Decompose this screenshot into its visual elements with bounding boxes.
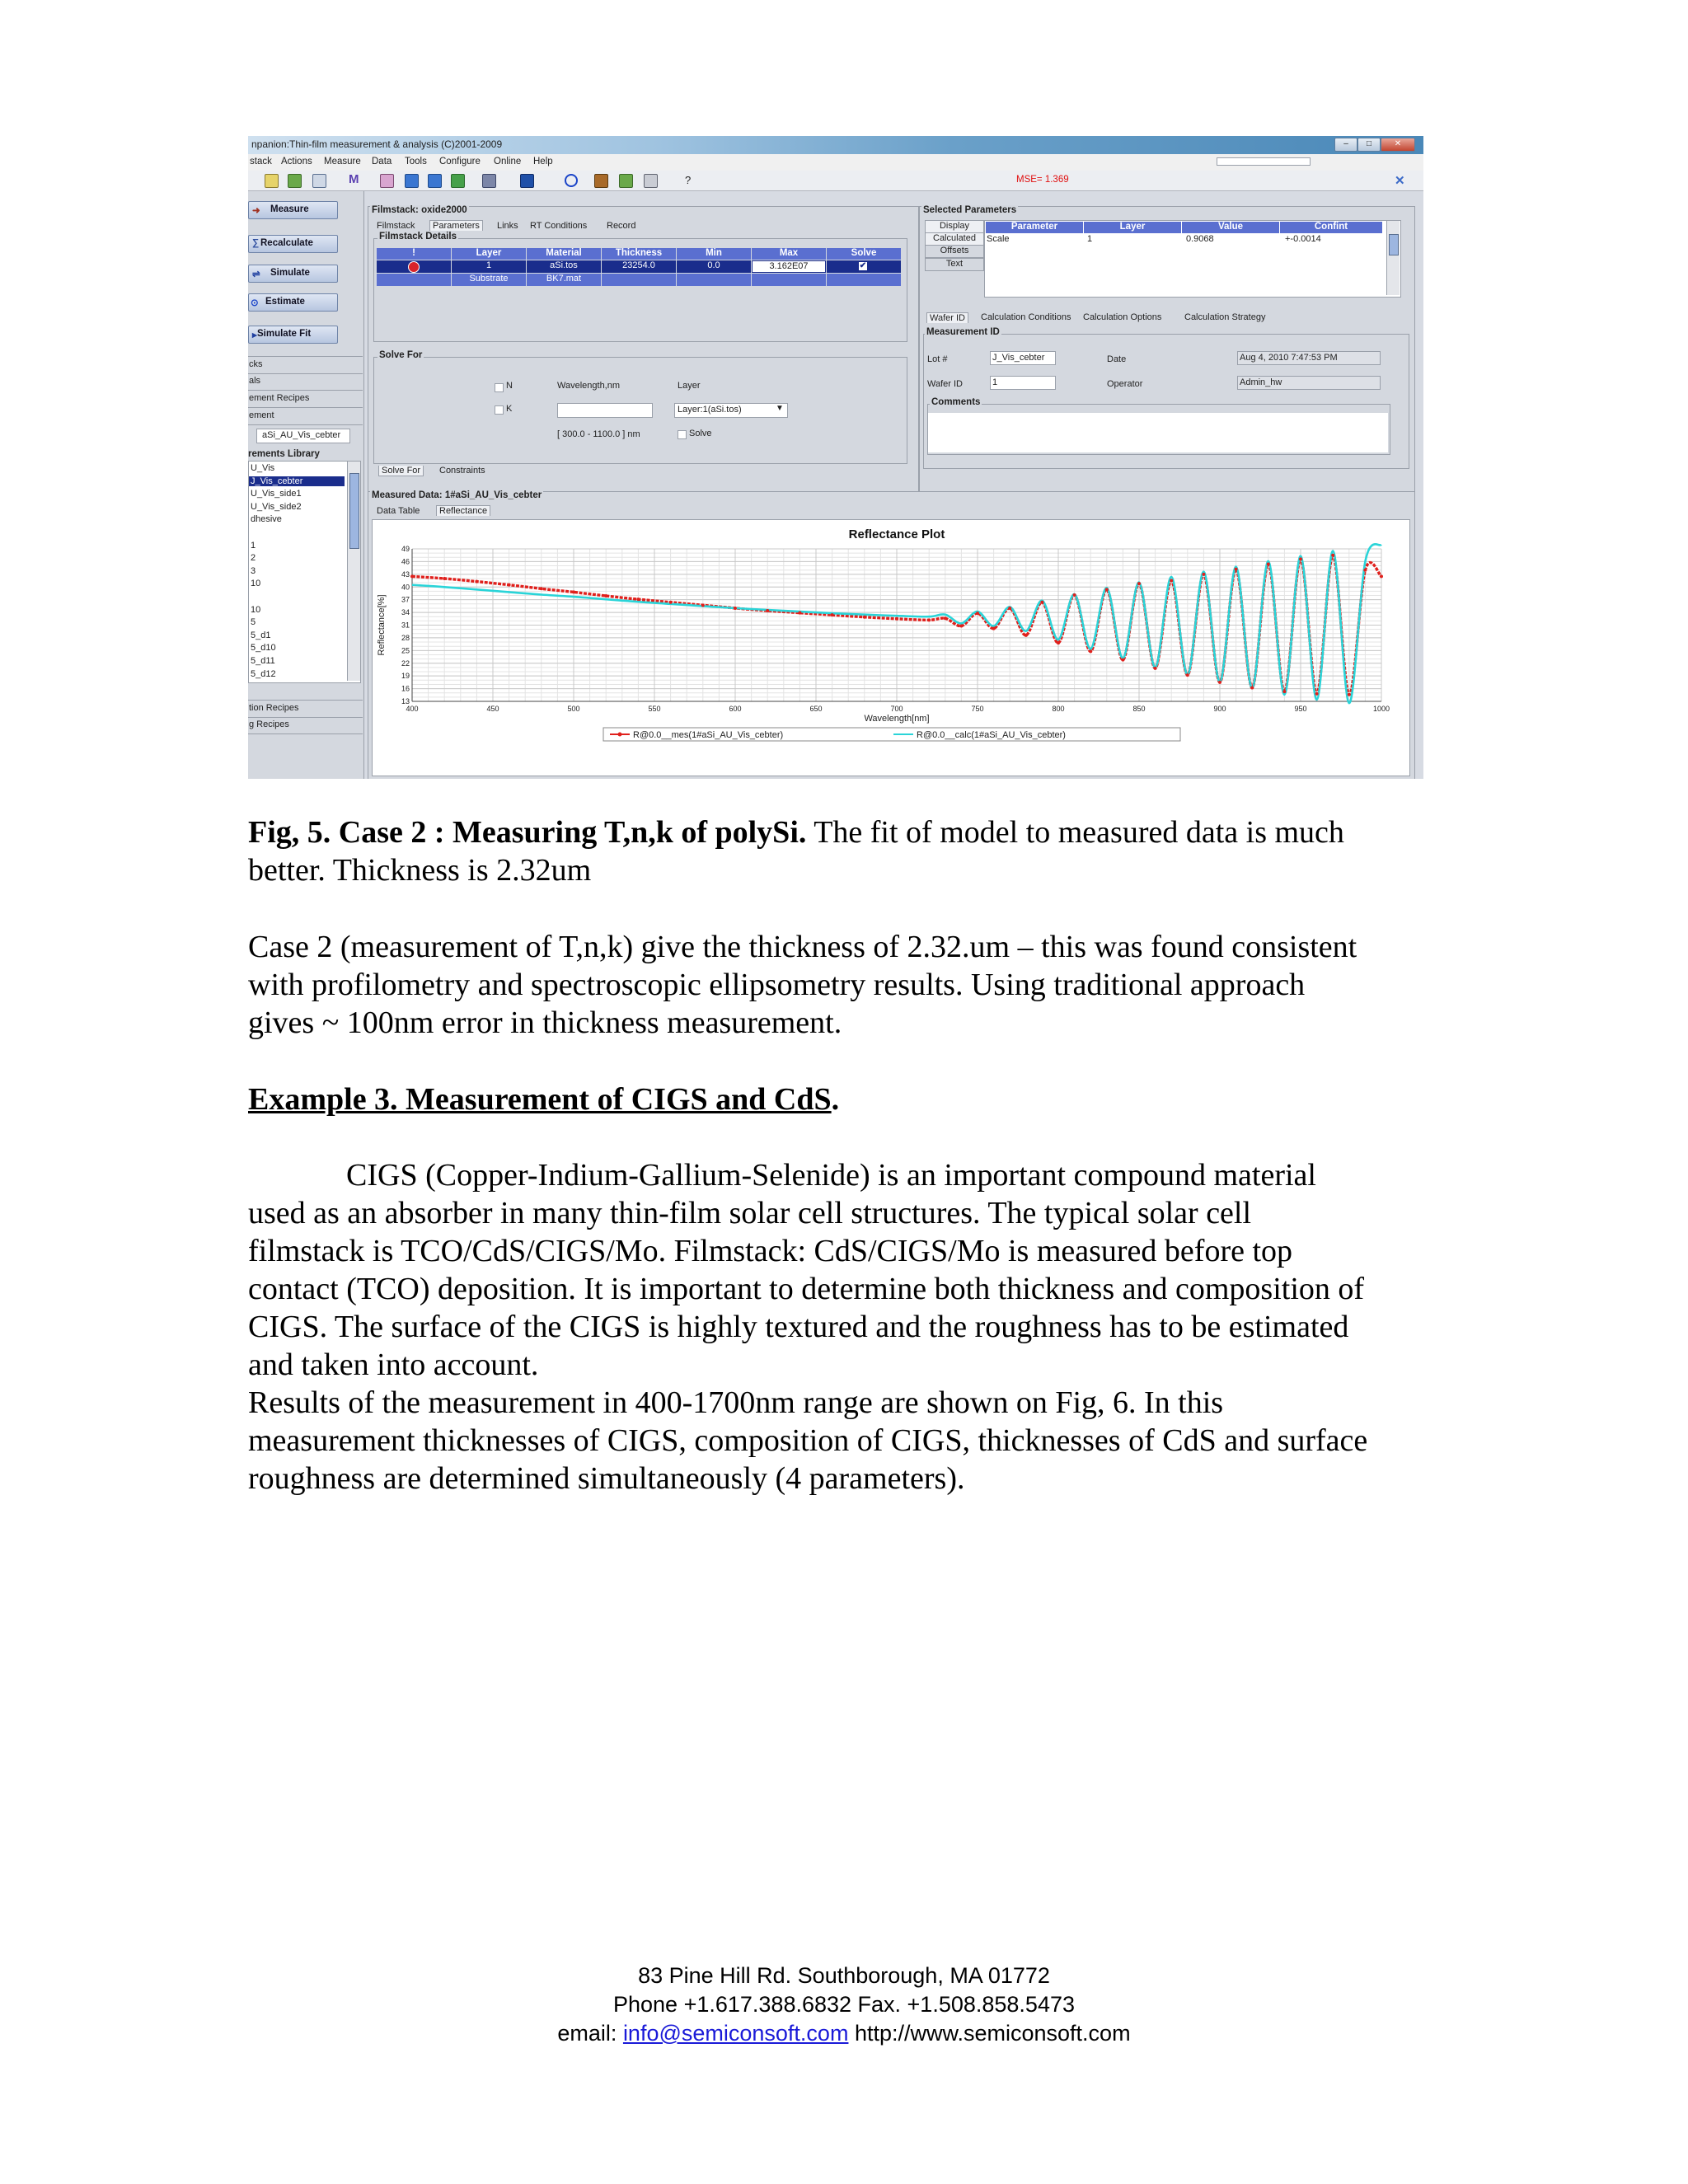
menu-item[interactable]: Measure [324,157,361,166]
data-point-measured [1121,658,1124,662]
layer-cell[interactable]: 1 [452,260,526,273]
param-confint: +-0.0014 [1285,234,1321,244]
recipe-name-field[interactable]: aSi_AU_Vis_cebter [256,429,350,443]
mse-readout: MSE= 1.369 [1016,175,1069,185]
col-header: ! [377,248,451,260]
nav-filmstacks[interactable]: cks [248,356,363,374]
paragraph-line: CIGS. The surface of the CIGS is highly textured and the roughness has to be estimated [248,1310,1349,1344]
col-header: Thickness [602,248,676,260]
filmstack-details-group: Filmstack Details ! Layer Material Thickness Min Max Solve 1 aSi.tos 23254.0 0.0 3.162E07 ✔ Substrate BK7.mat [373,238,907,342]
filmstack-title: Filmstack: oxide2000 [372,205,467,215]
y-tick-label: 22 [401,658,410,668]
email-link[interactable]: info@semiconsoft.com [622,2021,849,2046]
wavelength-input[interactable] [557,403,653,418]
footer-address: 83 Pine Hill Rd. Southborough, MA 01772 [638,1963,1050,1988]
library-scrollbar[interactable] [347,462,360,681]
footer-phone: Phone +1.617.388.6832 Fax. +1.508.858.5473 [613,1992,1075,2017]
comments-group: Comments [927,404,1390,455]
tab-solve-for[interactable]: Solve For [378,466,424,476]
data-point-measured [1267,563,1270,566]
solve-label: Solve [689,429,712,438]
thickness-cell[interactable]: 23254.0 [602,260,676,273]
legend-marker-measured [618,733,622,737]
data-point-measured [1315,692,1319,696]
email-label: email: [557,2021,623,2046]
tab-calculation-strategy[interactable]: Calculation Strategy [1184,312,1266,322]
measure-icon: ➜ [252,206,260,216]
data-point-measured [1089,649,1092,653]
x-tick-label: 800 [1052,705,1065,713]
y-tick-label: 28 [401,633,410,642]
y-tick-label: 16 [401,684,410,693]
link-icon[interactable] [644,174,658,188]
tab-data-table[interactable]: Data Table [377,506,420,516]
nav-materials[interactable]: als [248,373,363,391]
wavelength-range: [ 300.0 - 1100.0 ] nm [557,429,640,439]
record-icon [408,261,420,273]
caption-bold: Fig, 5. Case 2 : Measuring T,n,k of polySi. [248,815,807,850]
selected-parameters-title: Selected Parameters [923,205,1017,215]
paragraph-line: Case 2 (measurement of T,n,k) give the thickness of 2.32.um – this was found consistent [248,930,1357,964]
param-name[interactable]: Scale [987,234,1010,244]
data-point-measured [798,612,801,615]
data-point-measured [1331,554,1334,557]
library-item[interactable]: 10 [251,579,261,589]
sliders-icon[interactable] [520,174,534,188]
menu-bar [248,154,1423,171]
section-heading: Example 3. Measurement of CIGS and CdS. [248,1082,840,1117]
menu-item[interactable]: Tools [405,157,427,166]
x-tick-label: 850 [1132,705,1146,713]
measured-data-panel [368,491,1415,779]
wafer-tabs [925,312,1411,325]
x-tick-label: 500 [567,705,580,713]
col-header: Layer [1084,222,1181,233]
paragraph-line: filmstack is TCO/CdS/CIGS/Mo. Filmstack: CdS/CIGS/Mo is measured before top [248,1234,1293,1268]
paragraph-line: contact (TCO) deposition. It is important to determine both thickness and composition of [248,1272,1365,1306]
col-header: Value [1182,222,1279,233]
library-item[interactable]: 2 [251,553,256,564]
x-tick-label: 950 [1294,705,1307,713]
library-item[interactable]: U_Vis_side1 [251,489,302,499]
data-point-measured [1105,588,1109,591]
selected-parameters-table [984,220,1401,298]
data-point-measured [1137,582,1141,585]
tab-filmstack[interactable]: Filmstack [377,221,415,231]
library-scroll-thumb[interactable] [349,473,359,549]
open-icon[interactable] [265,174,279,188]
paragraph-line: gives ~ 100nm error in thickness measurement. [248,1005,842,1040]
export-icon[interactable] [619,174,633,188]
chart-icon[interactable] [482,174,496,188]
data-point-measured [863,616,866,619]
x-tick-label: 700 [890,705,903,713]
estimate-button[interactable]: ⊙ Estimate [248,293,338,312]
simulate-icon: ⇌ [252,269,260,279]
data-point-measured [1218,681,1221,684]
data-point-measured [508,583,511,587]
data-point-measured [1282,690,1286,693]
solve-cell [827,274,901,286]
layer-cell[interactable]: Substrate [452,274,526,286]
m-icon[interactable]: M [349,172,359,186]
lot-input[interactable]: J_Vis_cebter [990,351,1056,365]
data-point-measured [1202,573,1205,576]
sidebar [248,191,364,779]
layer-indicator[interactable] [377,260,451,273]
material-cell[interactable]: aSi.tos [527,260,601,273]
operator-field: Admin_hw [1237,376,1381,390]
data-point-measured [1154,667,1157,670]
library-item[interactable]: J_Vis_cebter [249,476,345,486]
y-tick-label: 25 [401,646,410,655]
x-tick-label: 450 [486,705,499,713]
tab-rt-conditions[interactable]: RT Conditions [530,221,588,231]
toolbar [248,171,1423,191]
data-point-measured [831,613,834,616]
measure-button[interactable]: ➜ Measure [248,201,338,219]
menu-item[interactable]: Online [494,157,522,166]
library-item[interactable]: 1 [251,540,256,551]
data-point-measured [959,625,963,628]
nav-logging-recipes[interactable]: g Recipes [248,717,363,734]
data-point-measured [1348,693,1351,696]
tab-display[interactable]: Display [925,220,984,233]
caption-rest: The fit of model to measured data is much [806,815,1344,850]
col-header: Parameter [986,222,1083,233]
data-point-measured [976,612,979,615]
arrow-up-icon[interactable] [428,174,442,188]
tab-record[interactable]: Record [607,221,636,231]
library-item[interactable]: 10 [251,604,261,615]
layer-indicator [377,274,451,286]
data-point-measured [992,627,996,630]
comments-textarea[interactable] [928,413,1388,452]
data-point-measured [1170,579,1173,583]
operator-label: Operator [1107,379,1143,389]
thickness-cell [602,274,676,286]
data-point-measured [734,607,737,610]
checkbox-checked-icon[interactable]: ✔ [859,261,867,270]
simulate-fit-button[interactable]: ▸ Simulate Fit [248,326,338,344]
x-tick-label: 1000 [1372,705,1390,713]
material-cell[interactable]: BK7.mat [527,274,601,286]
n-checkbox[interactable] [495,383,504,392]
recalculate-button[interactable]: ∑ Recalculate [248,235,338,253]
param-layer: 1 [1087,234,1093,244]
menu-item[interactable]: stack [250,157,272,166]
min-cell[interactable]: 0.0 [677,260,751,273]
fit-icon: ▸ [252,330,257,340]
data-point-measured [1235,568,1238,571]
y-tick-label: 40 [401,583,410,592]
tab-links[interactable]: Links [497,221,518,231]
n-label: N [506,381,513,391]
data-point-measured [1073,593,1076,597]
min-cell [677,274,751,286]
data-point-measured [410,574,414,578]
data-point-measured [1299,557,1302,560]
library-item[interactable]: U_Vis [251,463,275,473]
params-scrollbar[interactable] [1386,221,1400,295]
solve-for-group: Solve For N Wavelength,nm Layer K Layer:1(aSi.tos) ▼ [ 300.0 - 1100.0 ] nm Solve [373,357,907,464]
data-point-measured [1250,687,1254,690]
data-point-measured [669,601,673,604]
library-item[interactable]: U_Vis_side2 [251,501,302,512]
paragraph-line: and taken into account. [248,1347,539,1382]
chevron-down-icon: ▼ [776,404,784,413]
library-item[interactable]: 5_d11 [251,656,275,666]
arrow-down-icon[interactable] [405,174,419,188]
wafer-id-label: Wafer ID [927,379,963,389]
x-tick-label: 600 [729,705,742,713]
y-axis-label: Reflectance[%] [377,594,387,656]
k-checkbox[interactable] [495,405,504,415]
data-point-measured [1057,641,1060,644]
library-item[interactable]: dhesive [251,514,282,525]
figure-caption [248,813,1344,851]
window-title: npanion:Thin-film measurement & analysis (C)2001-2009 [251,138,503,150]
tab-offsets[interactable]: Offsets [925,245,984,258]
date-label: Date [1107,354,1127,364]
x-tick-label: 400 [406,705,419,713]
footer-contact [0,2021,1688,2046]
menu-item[interactable]: Help [533,157,553,166]
recalculate-icon: ∑ [252,238,260,248]
x-tick-label: 550 [648,705,661,713]
y-tick-label: 19 [401,672,410,681]
x-tick-label: 900 [1213,705,1226,713]
library-item[interactable]: 3 [251,565,256,576]
simulate-button[interactable]: ⇌ Simulate [248,265,338,283]
col-header: Max [752,248,826,260]
col-header: Confint [1280,222,1382,233]
data-point-measured [572,590,575,593]
layer-label: Layer [678,381,701,391]
legend-label-measured: R@0.0__mes(1#aSi_AU_Vis_cebter) [633,730,784,740]
y-tick-label: 43 [401,569,410,579]
nav-calibration-recipes[interactable]: tion Recipes [248,700,363,718]
paragraph-line: measurement thicknesses of CIGS, composition of CIGS, thicknesses of CdS and surface [248,1423,1368,1458]
x-axis-label: Wavelength[nm] [864,714,930,724]
solve-tabs [373,465,621,478]
param-value: 0.9068 [1186,234,1214,244]
title-bar [248,136,1423,154]
tool-icon[interactable] [594,174,608,188]
tab-calculated[interactable]: Calculated [925,232,984,246]
menu-item[interactable]: Data [372,157,392,166]
col-header: Min [677,248,751,260]
data-point-measured [604,594,607,598]
data-point-measured [1025,634,1028,637]
y-tick-label: 34 [401,608,410,617]
table-icon[interactable] [451,174,465,188]
x-tick-label: 750 [971,705,984,713]
solve-checkbox[interactable] [678,430,687,439]
website-link[interactable]: http://www.semiconsoft.com [848,2021,1131,2046]
tab-constraints[interactable]: Constraints [439,466,485,476]
measured-data-title: Measured Data: 1#aSi_AU_Vis_cebter [372,490,542,500]
target-icon[interactable] [565,174,578,187]
y-tick-label: 46 [401,557,410,566]
reflectance-chart[interactable] [373,520,1409,776]
library-item[interactable]: 5 [251,617,256,628]
params-scroll-thumb[interactable] [1389,234,1399,255]
library-item[interactable]: 5_d1 [251,630,271,640]
legend-label-calculated: R@0.0__calc(1#aSi_AU_Vis_cebter) [917,730,1066,740]
library-item[interactable]: 5_d12 [251,668,276,679]
col-header: Material [527,248,601,260]
chart-title: Reflectance Plot [848,527,945,541]
minimize-button[interactable]: – [1334,138,1357,152]
menu-item[interactable]: Configure [439,157,481,166]
measured-tabs [373,505,621,518]
help-icon[interactable]: ? [685,174,692,186]
data-point-measured [1363,569,1367,572]
caption-line-2: better. Thickness is 2.32um [248,853,592,888]
data-point-measured [1008,607,1011,610]
app-screenshot [248,136,1423,779]
wafer-id-input[interactable]: 1 [990,376,1056,390]
data-point-measured [443,577,446,580]
measurement-id-group: Measurement ID Lot # J_Vis_cebter Date Aug 4, 2010 7:47:53 PM Wafer ID 1 Operator Admin_hw Comments [923,334,1409,469]
save-icon[interactable] [288,174,302,188]
solve-cell[interactable] [827,260,901,273]
paragraph-line: used as an absorber in many thin-film solar cell structures. The typical solar cell [248,1196,1252,1230]
library-item[interactable]: 5_d10 [251,643,276,654]
max-cell[interactable]: 3.162E07 [752,260,826,273]
max-cell [752,274,826,286]
nav-measurement-recipes[interactable]: ement Recipes [248,391,363,408]
data-point-measured [895,617,898,621]
measurements-library-list[interactable] [248,461,361,683]
chart-area [372,519,1410,776]
data-point-measured [1040,601,1043,604]
tab-calculation-conditions[interactable]: Calculation Conditions [981,312,1071,322]
k-label: K [506,404,513,414]
progress-box [1217,157,1311,166]
data-point-measured [540,587,543,590]
wavelength-label: Wavelength,nm [557,381,621,391]
data-point-measured [475,580,478,583]
window-close-button[interactable]: ✕ [1381,138,1415,152]
y-tick-label: 49 [401,545,410,553]
paragraph-line: with profilometry and spectroscopic ellipsometry results. Using traditional approach [248,968,1306,1002]
close-icon[interactable]: ✕ [1395,174,1405,188]
tab-parameters[interactable]: Parameters [429,220,483,231]
y-tick-label: 13 [401,697,410,705]
tab-calculation-options[interactable]: Calculation Options [1083,312,1162,322]
y-tick-label: 31 [401,621,410,630]
spreadsheet-icon[interactable] [312,174,326,188]
x-tick-label: 650 [809,705,823,713]
data-point-measured [944,616,947,620]
paragraph-line: roughness are determined simultaneously (4 parameters). [248,1461,965,1496]
paragraph-line: Results of the measurement in 400-1700nm range are shown on Fig, 6. In this [248,1385,1224,1420]
data-point-measured [766,609,769,612]
tab-text[interactable]: Text [925,258,984,271]
estimate-icon: ⊙ [251,298,259,308]
data-point-measured [636,598,640,601]
maximize-button[interactable]: □ [1357,138,1381,152]
nav-measurement[interactable]: ement [248,408,363,425]
menu-item[interactable]: Actions [281,157,312,166]
data-point-measured [1380,574,1383,578]
lot-label: Lot # [927,354,948,364]
paragraph-line: CIGS (Copper-Indium-Gallium-Selenide) is an important compound material [346,1158,1316,1193]
date-field: Aug 4, 2010 7:47:53 PM [1237,351,1381,365]
tab-reflectance[interactable]: Reflectance [436,505,490,516]
grid-icon[interactable] [380,174,394,188]
col-header: Solve [827,248,901,260]
y-tick-label: 37 [401,595,410,604]
tab-wafer-id[interactable]: Wafer ID [926,312,968,323]
data-point-measured [1186,673,1189,677]
library-title: rements Library [248,449,320,459]
layer-select[interactable]: Layer:1(aSi.tos) ▼ [674,403,788,418]
col-header: Layer [452,248,526,260]
data-point-measured [701,603,705,607]
data-point-measured [927,618,931,621]
